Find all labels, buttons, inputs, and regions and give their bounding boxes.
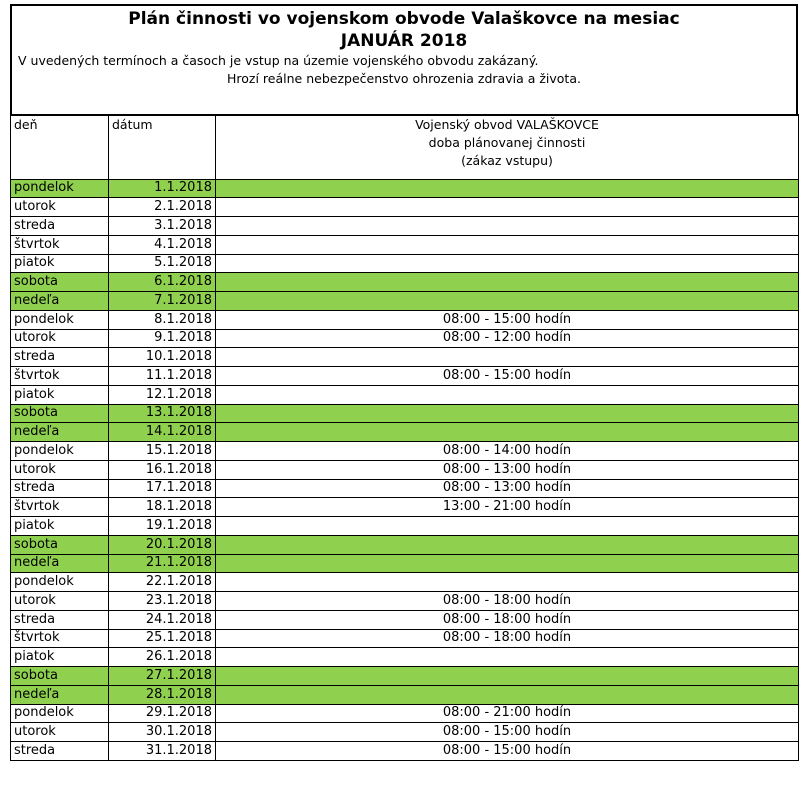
date-cell: 18.1.2018	[109, 498, 216, 517]
day-cell: piatok	[11, 648, 109, 667]
table-row	[11, 348, 799, 367]
document-header	[10, 4, 798, 114]
activity-time-cell: 08:00 - 14:00 hodín	[216, 442, 799, 461]
activity-time-cell: 13:00 - 21:00 hodín	[216, 498, 799, 517]
activity-time-cell	[216, 667, 799, 686]
date-cell: 10.1.2018	[109, 348, 216, 367]
date-cell: 25.1.2018	[109, 629, 216, 648]
table-row	[11, 573, 799, 592]
column-header-activity	[216, 115, 799, 179]
date-cell: 5.1.2018	[109, 254, 216, 273]
activity-time-cell	[216, 535, 799, 554]
activity-time-cell	[216, 273, 799, 292]
day-cell: sobota	[11, 667, 109, 686]
activity-time-cell	[216, 554, 799, 573]
table-row	[11, 198, 799, 217]
table-row	[11, 273, 799, 292]
table-row	[11, 498, 799, 517]
day-cell: utorok	[11, 329, 109, 348]
date-cell: 6.1.2018	[109, 273, 216, 292]
activity-time-cell	[216, 235, 799, 254]
activity-time-cell: 08:00 - 15:00 hodín	[216, 723, 799, 742]
date-cell: 4.1.2018	[109, 235, 216, 254]
date-cell: 11.1.2018	[109, 367, 216, 386]
date-cell: 15.1.2018	[109, 442, 216, 461]
activity-time-cell: 08:00 - 18:00 hodín	[216, 592, 799, 611]
activity-time-cell	[216, 348, 799, 367]
day-cell: pondelok	[11, 573, 109, 592]
day-cell: nedeľa	[11, 554, 109, 573]
date-cell: 26.1.2018	[109, 648, 216, 667]
table-row	[11, 254, 799, 273]
table-row	[11, 610, 799, 629]
table-row	[11, 404, 799, 423]
date-cell: 28.1.2018	[109, 685, 216, 704]
day-cell: streda	[11, 742, 109, 761]
date-cell: 1.1.2018	[109, 179, 216, 198]
column-header-activity-line1: Vojenský obvod VALAŠKOVCE	[415, 117, 599, 132]
date-cell: 16.1.2018	[109, 460, 216, 479]
day-cell: utorok	[11, 198, 109, 217]
activity-time-cell	[216, 179, 799, 198]
column-header-activity-line2: doba plánovanej činnosti	[428, 135, 586, 150]
warning-text-line2: Hrozí reálne nebezpečenstvo ohrozenia zdravia a života.	[227, 71, 581, 86]
date-cell: 29.1.2018	[109, 704, 216, 723]
activity-time-cell	[216, 198, 799, 217]
table-row	[11, 629, 799, 648]
table-row	[11, 329, 799, 348]
day-cell: streda	[11, 479, 109, 498]
date-cell: 8.1.2018	[109, 310, 216, 329]
table-row	[11, 742, 799, 761]
date-cell: 30.1.2018	[109, 723, 216, 742]
day-cell: štvrtok	[11, 367, 109, 386]
day-cell: piatok	[11, 385, 109, 404]
day-cell: utorok	[11, 460, 109, 479]
schedule-sheet	[10, 4, 798, 761]
document-title: Plán činnosti vo vojenskom obvode Valaškovce na mesiac	[128, 9, 680, 29]
date-cell: 31.1.2018	[109, 742, 216, 761]
day-cell: štvrtok	[11, 235, 109, 254]
activity-time-cell	[216, 423, 799, 442]
activity-time-cell	[216, 254, 799, 273]
activity-time-cell: 08:00 - 21:00 hodín	[216, 704, 799, 723]
day-cell: pondelok	[11, 704, 109, 723]
day-cell: sobota	[11, 404, 109, 423]
activity-time-cell	[216, 685, 799, 704]
activity-time-cell	[216, 292, 799, 311]
day-cell: sobota	[11, 535, 109, 554]
table-row	[11, 460, 799, 479]
date-cell: 12.1.2018	[109, 385, 216, 404]
column-header-day: deň	[11, 115, 109, 179]
date-cell: 23.1.2018	[109, 592, 216, 611]
table-row	[11, 442, 799, 461]
activity-time-cell: 08:00 - 18:00 hodín	[216, 629, 799, 648]
day-cell: štvrtok	[11, 629, 109, 648]
day-cell: streda	[11, 348, 109, 367]
day-cell: utorok	[11, 592, 109, 611]
day-cell: utorok	[11, 723, 109, 742]
day-cell: piatok	[11, 517, 109, 536]
table-row	[11, 517, 799, 536]
date-cell: 7.1.2018	[109, 292, 216, 311]
activity-time-cell: 08:00 - 15:00 hodín	[216, 367, 799, 386]
table-row	[11, 423, 799, 442]
table-row	[11, 292, 799, 311]
table-row	[11, 667, 799, 686]
table-header-row	[11, 115, 799, 179]
activity-time-cell: 08:00 - 13:00 hodín	[216, 460, 799, 479]
schedule-table	[10, 114, 799, 761]
date-cell: 14.1.2018	[109, 423, 216, 442]
day-cell: nedeľa	[11, 423, 109, 442]
date-cell: 13.1.2018	[109, 404, 216, 423]
day-cell: streda	[11, 217, 109, 236]
day-cell: nedeľa	[11, 292, 109, 311]
date-cell: 9.1.2018	[109, 329, 216, 348]
activity-time-cell: 08:00 - 18:00 hodín	[216, 610, 799, 629]
activity-time-cell: 08:00 - 12:00 hodín	[216, 329, 799, 348]
table-row	[11, 723, 799, 742]
table-row	[11, 554, 799, 573]
column-header-date: dátum	[109, 115, 216, 179]
day-cell: pondelok	[11, 310, 109, 329]
day-cell: pondelok	[11, 442, 109, 461]
day-cell: štvrtok	[11, 498, 109, 517]
date-cell: 19.1.2018	[109, 517, 216, 536]
column-header-activity-line3: (zákaz vstupu)	[461, 153, 553, 168]
table-row	[11, 685, 799, 704]
schedule-rows	[11, 179, 799, 760]
activity-time-cell: 08:00 - 15:00 hodín	[216, 310, 799, 329]
table-row	[11, 535, 799, 554]
day-cell: pondelok	[11, 179, 109, 198]
activity-time-cell	[216, 517, 799, 536]
table-row	[11, 235, 799, 254]
activity-time-cell	[216, 217, 799, 236]
day-cell: streda	[11, 610, 109, 629]
activity-time-cell	[216, 648, 799, 667]
day-cell: nedeľa	[11, 685, 109, 704]
activity-time-cell: 08:00 - 13:00 hodín	[216, 479, 799, 498]
table-row	[11, 179, 799, 198]
date-cell: 27.1.2018	[109, 667, 216, 686]
date-cell: 22.1.2018	[109, 573, 216, 592]
table-row	[11, 385, 799, 404]
table-row	[11, 592, 799, 611]
activity-time-cell: 08:00 - 15:00 hodín	[216, 742, 799, 761]
day-cell: sobota	[11, 273, 109, 292]
activity-time-cell	[216, 404, 799, 423]
warning-text-line1: V uvedených termínoch a časoch je vstup na územie vojenského obvodu zakázaný.	[18, 53, 539, 68]
activity-time-cell	[216, 385, 799, 404]
table-row	[11, 704, 799, 723]
table-row	[11, 648, 799, 667]
table-row	[11, 367, 799, 386]
document-month: JANUÁR 2018	[340, 31, 468, 51]
date-cell: 3.1.2018	[109, 217, 216, 236]
date-cell: 17.1.2018	[109, 479, 216, 498]
date-cell: 2.1.2018	[109, 198, 216, 217]
table-row	[11, 310, 799, 329]
date-cell: 21.1.2018	[109, 554, 216, 573]
table-row	[11, 217, 799, 236]
table-row	[11, 479, 799, 498]
activity-time-cell	[216, 573, 799, 592]
date-cell: 20.1.2018	[109, 535, 216, 554]
day-cell: piatok	[11, 254, 109, 273]
date-cell: 24.1.2018	[109, 610, 216, 629]
